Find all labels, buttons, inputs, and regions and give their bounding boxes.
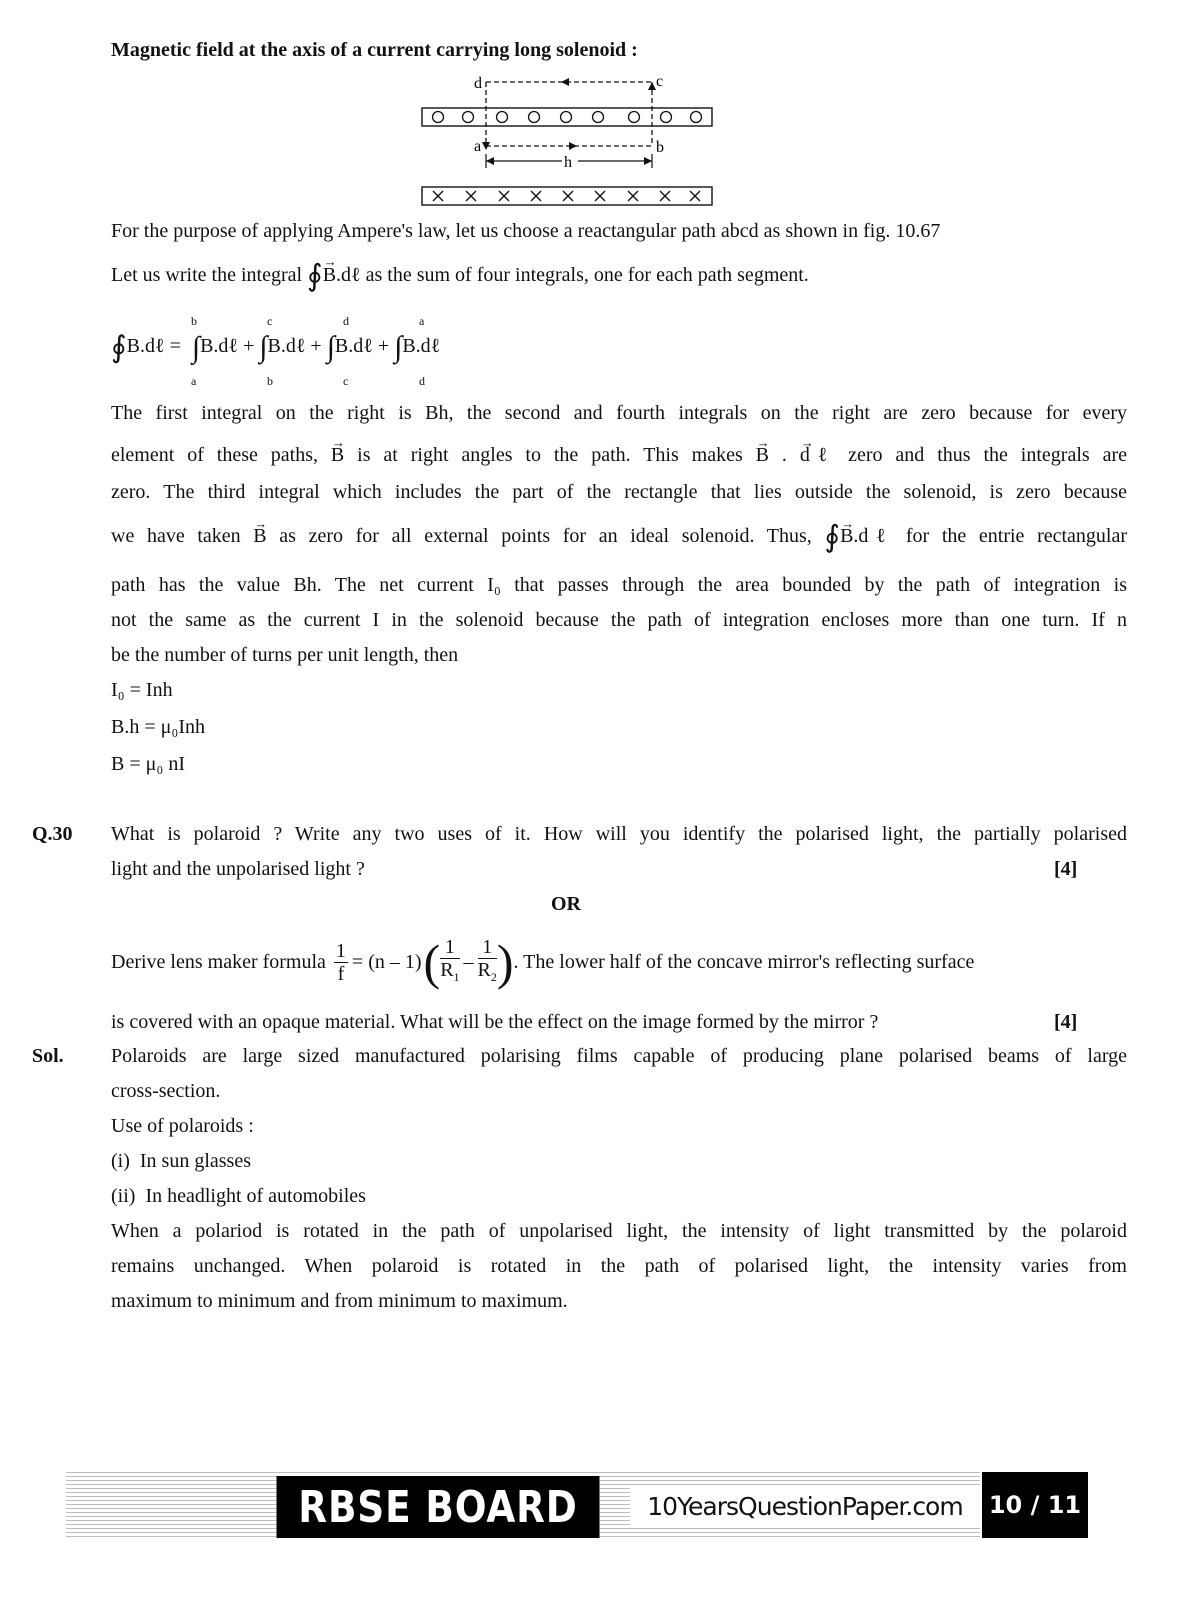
- use-item: (ii) In headlight of automobiles: [111, 1185, 366, 1207]
- bottom-coil-row: [422, 187, 712, 205]
- body-line: we have taken → B as zero for all external points for an ideal solenoid. Thus, ∮→ B.dℓ for the entrie rectangular: [111, 524, 1127, 549]
- lens-formula-line: [111, 930, 974, 994]
- label-d: d: [474, 75, 482, 92]
- label-a: a: [474, 138, 482, 155]
- label-h: h: [564, 154, 572, 171]
- arrow-dc: [561, 78, 569, 86]
- arrow-ab: [569, 142, 577, 150]
- use-item: (i) In sun glasses: [111, 1150, 251, 1172]
- body-line: zero. The third integral which includes the part of the rectangle that lies outside the solenoid, is zero because: [111, 481, 1127, 503]
- integral-icon: ∫: [394, 330, 403, 364]
- p2-after: as the sum of four integrals, one for each path segment.: [365, 264, 809, 286]
- solution-line: When a polariod is rotated in the path of unpolarised light, the intensity of light transmitted by the polaroid: [111, 1220, 1127, 1242]
- integral-icon: ∫: [259, 330, 268, 364]
- result-line: B = μ₀ nI: [111, 753, 185, 775]
- vector-b: → B: [331, 444, 344, 466]
- paragraph-integral: [111, 259, 809, 293]
- close-paren: ): [496, 934, 514, 990]
- question-line: light and the unpolarised light ?: [111, 858, 365, 880]
- p2-before: Let us write the integral: [111, 264, 303, 286]
- fraction-1-f: $\frac{1}{f}$: [335, 939, 346, 985]
- question-marks: [4]: [1054, 1011, 1078, 1033]
- label-b: b: [656, 139, 664, 156]
- footer-site: 10YearsQuestionPaper.com: [630, 1486, 980, 1526]
- uses-title: Use of polaroids :: [111, 1115, 254, 1137]
- formula-minus: –: [463, 950, 474, 973]
- integral-icon: ∫: [326, 330, 335, 364]
- vector-b: → B .: [756, 444, 800, 466]
- limit-lower: a: [191, 374, 197, 388]
- vector-b: → B: [253, 525, 266, 547]
- alt-suffix: . The lower half of the concave mirror's reflecting surface: [513, 950, 975, 973]
- question-number: Q.30: [32, 823, 73, 845]
- current-in-symbols: [433, 191, 700, 201]
- arrow-bc: [648, 82, 656, 90]
- limit-lower: d: [419, 374, 425, 388]
- solution-line: maximum to minimum and from minimum to maximum.: [111, 1290, 568, 1312]
- page-number: 10 / 11: [982, 1472, 1088, 1538]
- label-c: c: [656, 73, 664, 90]
- body-line: path has the value Bh. The net current I₀ that passes through the area bounded by the path of integration is: [111, 574, 1127, 596]
- footer-brand: RBSE BOARD: [277, 1476, 600, 1538]
- question-line: is covered with an opaque material. What will be the effect on the image formed by the mirror ?: [111, 1011, 879, 1033]
- result-line: I₀ = Inh: [111, 679, 173, 701]
- formula-mid: = (n – 1): [351, 950, 422, 973]
- limit-lower: c: [343, 374, 349, 388]
- closed-integral-icon: ∮: [111, 331, 127, 364]
- question-marks: [4]: [1054, 858, 1078, 880]
- ampere-equation: ∮B.dℓ = ∫B.dℓ + ∫B.dℓ + ∫B.dℓ + ∫B.dℓ b a c b d c a d: [111, 314, 441, 388]
- top-coil-row: [422, 108, 712, 126]
- section-heading: Magnetic field at the axis of a current carrying long solenoid :: [111, 39, 638, 61]
- solution-line: remains unchanged. When polaroid is rotated in the path of polarised light, the intensity varies from: [111, 1255, 1127, 1277]
- path-rectangle: [486, 82, 652, 146]
- vector-dl: → dℓ: [800, 444, 835, 466]
- limit-upper: a: [419, 314, 425, 328]
- open-paren: (: [423, 934, 441, 990]
- alt-prefix: Derive lens maker formula: [111, 950, 326, 973]
- question-line: What is polaroid ? Write any two uses of it. How will you identify the polarised light, the partially polarised: [111, 823, 1127, 845]
- body-line: element of these paths, → B is at right angles to the path. This makes → B . → dℓ zero and thus the integrals are: [111, 443, 1127, 467]
- closed-integral-icon: ∮: [824, 520, 841, 554]
- limit-upper: d: [343, 314, 349, 328]
- solenoid-figure: [420, 70, 716, 210]
- solution-line: Polaroids are large sized manufactured polarising films capable of producing plane polarised beams of large: [111, 1045, 1127, 1067]
- result-line: B.h = μ₀Inh: [111, 716, 205, 738]
- closed-integral-icon: ∮: [307, 259, 323, 293]
- limit-lower: b: [267, 374, 273, 388]
- limit-upper: b: [191, 314, 197, 328]
- solution-line: cross-section.: [111, 1080, 221, 1102]
- paragraph-ampere: For the purpose of applying Ampere's law, let us choose a reactangular path abcd as shown in fig. 10.67: [111, 220, 941, 242]
- fraction-1-r1: $\frac{1}{R_1}$: [440, 936, 460, 984]
- fraction-1-r2: $\frac{1}{R_2}$: [477, 936, 497, 984]
- body-line: The first integral on the right is Bh, the second and fourth integrals on the right are zero because for every: [111, 402, 1127, 424]
- solution-label: Sol.: [32, 1045, 64, 1067]
- body-line: be the number of turns per unit length, then: [111, 644, 459, 666]
- or-separator: OR: [551, 893, 581, 915]
- inline-term: → B.dℓ: [323, 263, 361, 287]
- body-line: not the same as the current I in the solenoid because the path of integration encloses more than one turn. If n: [111, 609, 1127, 631]
- limit-upper: c: [267, 314, 273, 328]
- integral-icon: ∫: [191, 330, 201, 364]
- current-out-symbols: [433, 112, 702, 123]
